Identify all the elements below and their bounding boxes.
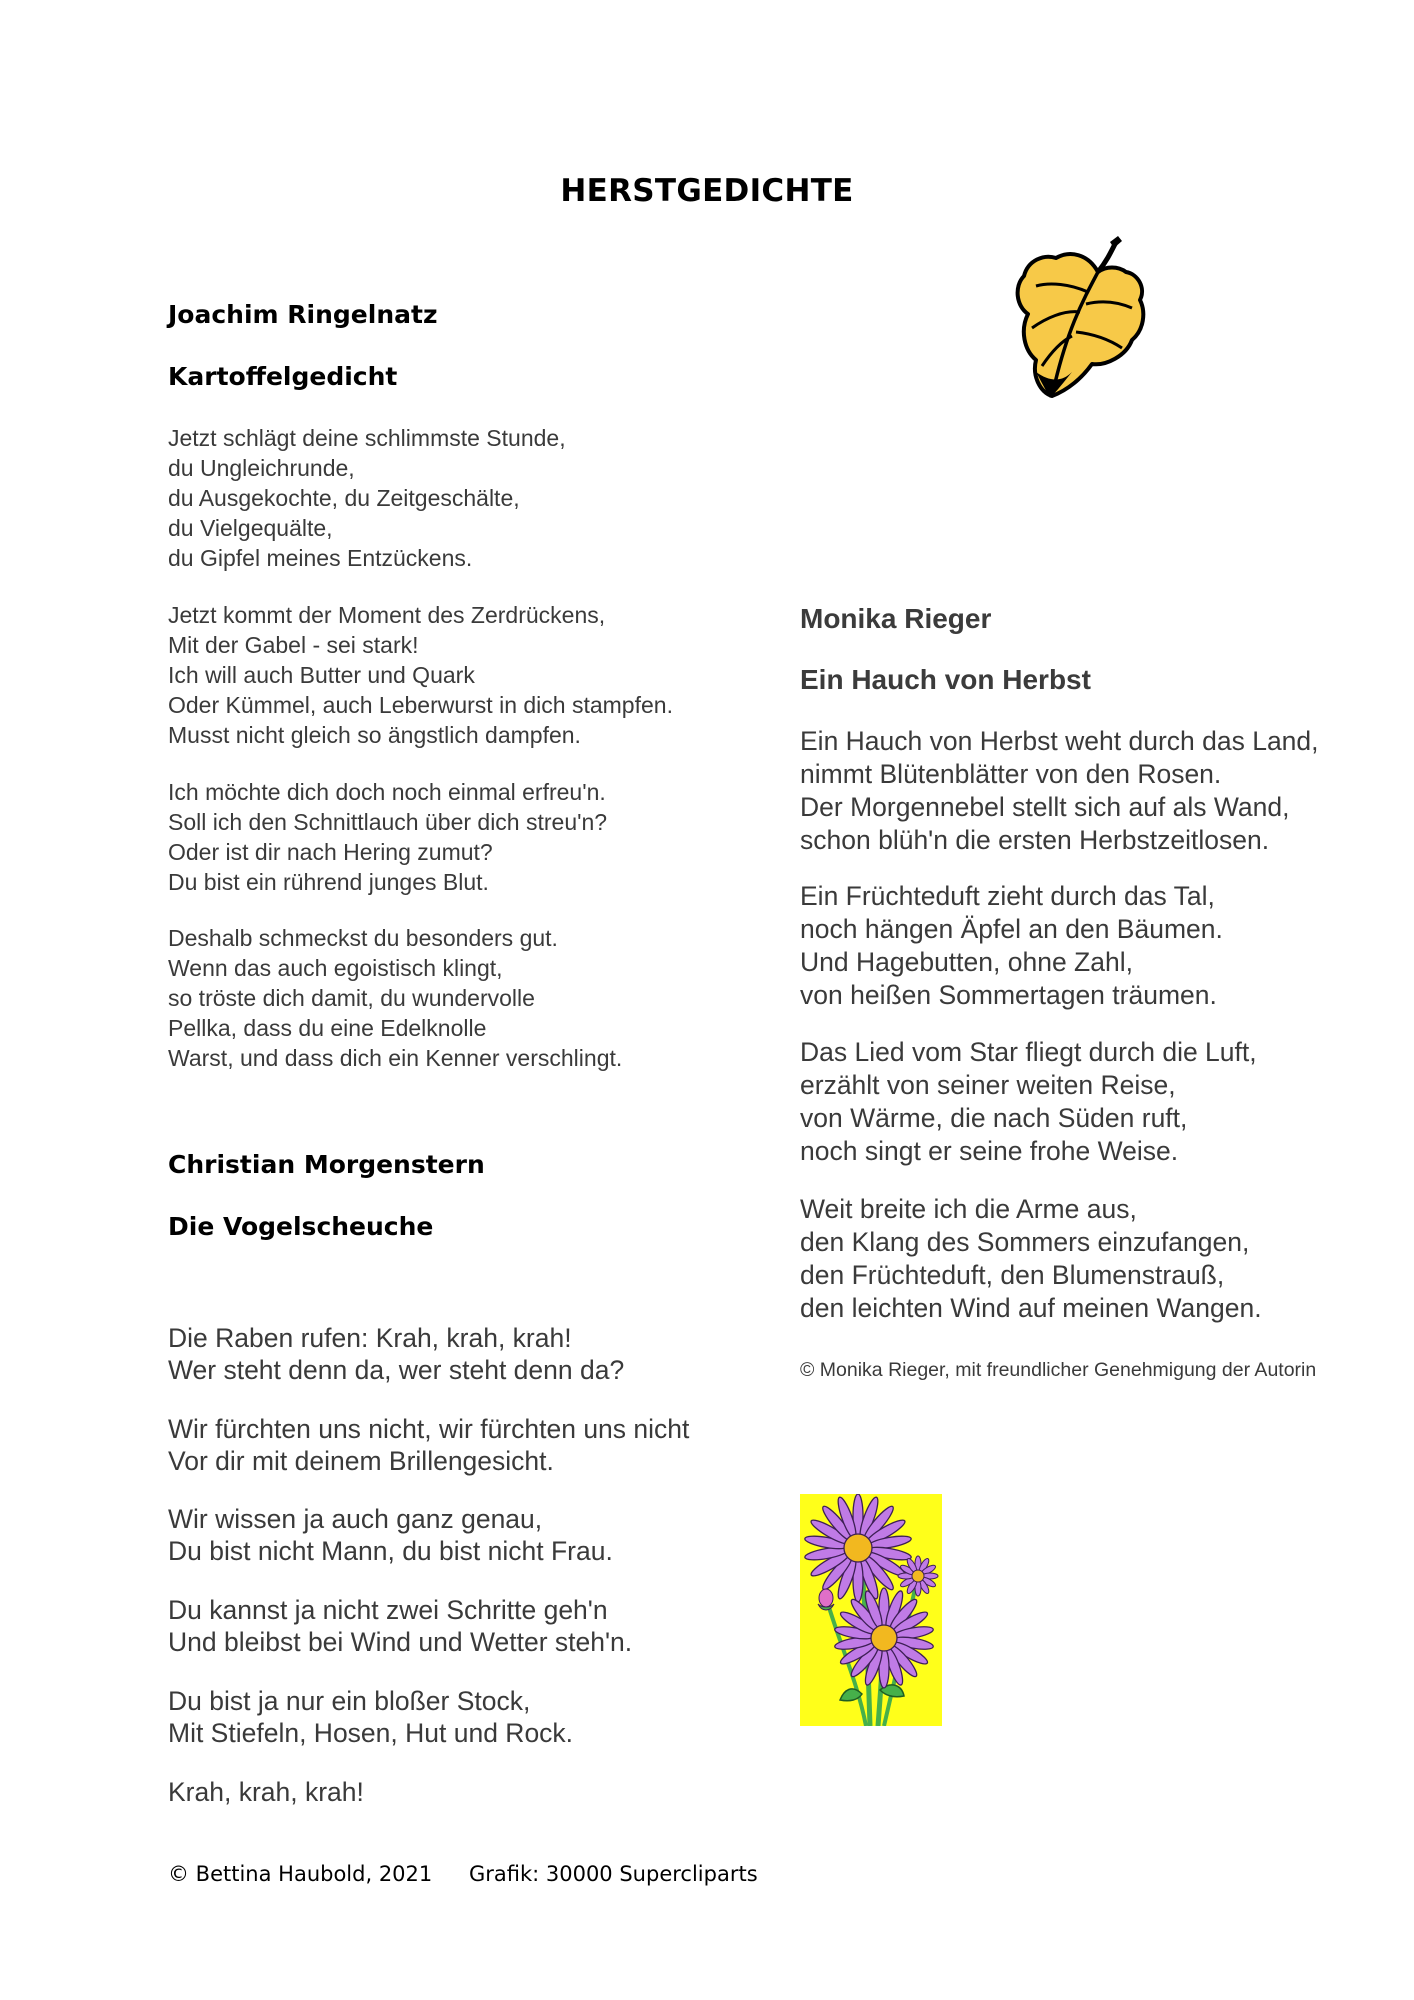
- poem-line: von Wärme, die nach Süden ruft,: [800, 1103, 1188, 1133]
- poem3-stanza-2: [800, 880, 1223, 1012]
- poem-line: Wir wissen ja auch ganz genau,: [168, 1504, 543, 1534]
- poem-line: Soll ich den Schnittlauch über dich streu'n?: [168, 809, 608, 835]
- poem1-stanza-3: [168, 777, 607, 897]
- poem-line: noch singt er seine frohe Weise.: [800, 1136, 1179, 1166]
- poem-line: Ich will auch Butter und Quark: [168, 662, 475, 688]
- poem1-title: Kartoffelgedicht: [168, 362, 398, 391]
- poem3-credit: © Monika Rieger, mit freundlicher Genehmigung der Autorin: [800, 1359, 1317, 1381]
- poem-line: Oder ist dir nach Hering zumut?: [168, 839, 493, 865]
- poem-line: Mit der Gabel - sei stark!: [168, 632, 419, 658]
- poem-line: Du bist nicht Mann, du bist nicht Frau.: [168, 1536, 613, 1566]
- poem-line: Warst, und dass dich ein Kenner verschlingt.: [168, 1045, 623, 1071]
- poem-line: erzählt von seiner weiten Reise,: [800, 1070, 1176, 1100]
- poem-line: den Früchteduft, den Blumenstrauß,: [800, 1260, 1225, 1290]
- poem-line: du Ausgekochte, du Zeitgeschälte,: [168, 485, 520, 511]
- poem-line: du Vielgequälte,: [168, 515, 333, 541]
- footer-copyright: © Bettina Haubold, 2021: [168, 1862, 433, 1886]
- footer: [168, 1862, 758, 1886]
- poem-line: von heißen Sommertagen träumen.: [800, 980, 1217, 1010]
- poem-line: Oder Kümmel, auch Leberwurst in dich stampfen.: [168, 692, 673, 718]
- poem-line: Mit Stiefeln, Hosen, Hut und Rock.: [168, 1718, 574, 1748]
- poem-line: den Klang des Sommers einzufangen,: [800, 1227, 1250, 1257]
- poem-line: Wenn das auch egoistisch klingt,: [168, 955, 503, 981]
- poem-line: Jetzt schlägt deine schlimmste Stunde,: [168, 425, 566, 451]
- poem-line: Ein Früchteduft zieht durch das Tal,: [800, 881, 1215, 911]
- poem-line: Ich möchte dich doch noch einmal erfreu'n.: [168, 779, 606, 805]
- poem-line: Der Morgennebel stellt sich auf als Wand,: [800, 792, 1290, 822]
- page-title: HERSTGEDICHTE: [560, 173, 854, 209]
- poem2-stanza-4: [168, 1594, 632, 1658]
- poem3-stanza-4: [800, 1193, 1262, 1325]
- poem-line: Deshalb schmeckst du besonders gut.: [168, 925, 558, 951]
- poem1-author: Joachim Ringelnatz: [168, 300, 438, 329]
- poem-line: schon blüh'n die ersten Herbstzeitlosen.: [800, 825, 1270, 855]
- purple-aster-flowers-icon: [800, 1494, 942, 1726]
- poem-line: du Gipfel meines Entzückens.: [168, 545, 473, 571]
- poem2-stanza-5: [168, 1685, 573, 1749]
- poem-line: Das Lied vom Star fliegt durch die Luft,: [800, 1037, 1257, 1067]
- poem-line: so tröste dich damit, du wundervolle: [168, 985, 535, 1011]
- poem-line: Musst nicht gleich so ängstlich dampfen.: [168, 722, 581, 748]
- poem-line: du Ungleichrunde,: [168, 455, 355, 481]
- poem3-title: Ein Hauch von Herbst: [800, 664, 1091, 695]
- poem2-title: Die Vogelscheuche: [168, 1212, 434, 1241]
- autumn-leaf-icon: [1010, 232, 1150, 400]
- poem2-stanza-3: [168, 1503, 613, 1567]
- poem-line: Und bleibst bei Wind und Wetter steh'n.: [168, 1627, 633, 1657]
- poem-line: Du kannst ja nicht zwei Schritte geh'n: [168, 1595, 608, 1625]
- poem2-stanza-1: [168, 1322, 624, 1386]
- poem1-stanza-2: [168, 600, 673, 750]
- poem-line: Jetzt kommt der Moment des Zerdrückens,: [168, 602, 606, 628]
- footer-graphic-credit: Grafik: 30000 Supercliparts: [468, 1862, 758, 1886]
- poem3-stanza-3: [800, 1036, 1257, 1168]
- poem-line: Pellka, dass du eine Edelknolle: [168, 1015, 487, 1041]
- poem2-stanza-2: [168, 1413, 689, 1477]
- poem-line: Wir fürchten uns nicht, wir fürchten uns nicht: [168, 1414, 690, 1444]
- poem-line: nimmt Blütenblätter von den Rosen.: [800, 759, 1222, 789]
- poem3-stanza-1: [800, 725, 1319, 857]
- poem-line: Du bist ein rührend junges Blut.: [168, 869, 489, 895]
- poem2-author: Christian Morgenstern: [168, 1150, 485, 1179]
- poem-line: Wer steht denn da, wer steht denn da?: [168, 1355, 625, 1385]
- poem-line: Du bist ja nur ein bloßer Stock,: [168, 1686, 531, 1716]
- poem1-stanza-1: [168, 423, 566, 573]
- poem-line: den leichten Wind auf meinen Wangen.: [800, 1293, 1262, 1323]
- poem-line: Vor dir mit deinem Brillengesicht.: [168, 1446, 554, 1476]
- poem-line: Krah, krah, krah!: [168, 1777, 364, 1807]
- poem-line: Ein Hauch von Herbst weht durch das Land,: [800, 726, 1319, 756]
- poem-line: noch hängen Äpfel an den Bäumen.: [800, 914, 1223, 944]
- poem3-author: Monika Rieger: [800, 603, 992, 634]
- poem1-stanza-4: [168, 923, 622, 1073]
- poem-line: Und Hagebutten, ohne Zahl,: [800, 947, 1133, 977]
- poem2-stanza-6: [168, 1776, 364, 1808]
- poem-line: Weit breite ich die Arme aus,: [800, 1194, 1137, 1224]
- poem-line: Die Raben rufen: Krah, krah, krah!: [168, 1323, 572, 1353]
